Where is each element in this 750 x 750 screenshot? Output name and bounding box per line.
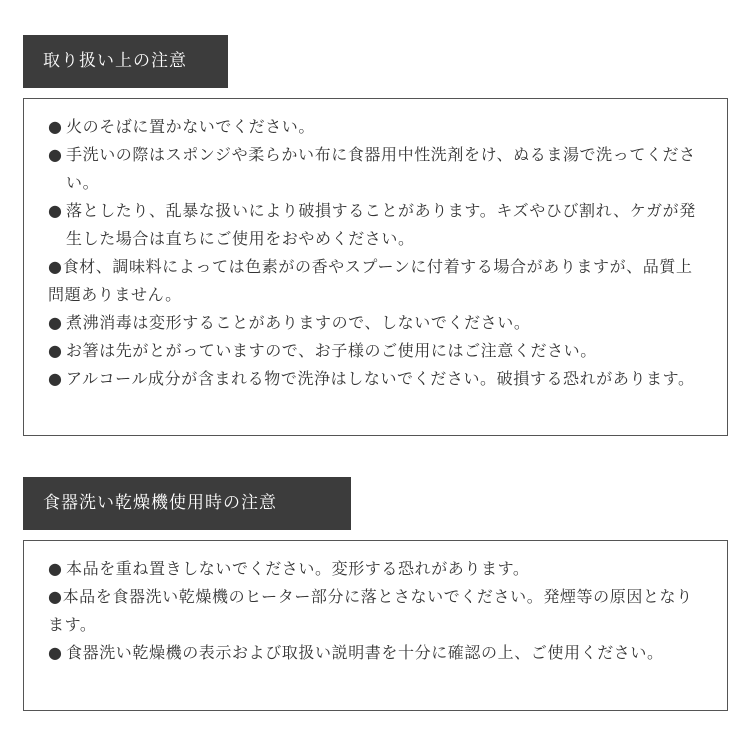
bullet-icon: ● — [48, 117, 63, 136]
list-item-text: 火のそばに置かないでください。 — [66, 117, 316, 136]
list-item-text: 煮沸消毒は変形することがありますので、しないでください。 — [66, 313, 531, 332]
bullet-icon: ● — [48, 559, 63, 578]
bullet-icon: ● — [48, 201, 63, 220]
bullet-icon: ● — [48, 313, 63, 332]
list-item — [48, 555, 707, 583]
dishwasher-precautions-box — [23, 540, 728, 711]
list-item-text: 手洗いの際はスポンジや柔らかい布に食器用中性洗剤をけ、ぬるま湯で洗ってください。 — [66, 145, 696, 192]
list-item — [48, 639, 707, 667]
list-item-text: アルコール成分が含まれる物で洗浄はしないでください。破損する恐れがあります。 — [66, 369, 695, 388]
bullet-icon: ● — [48, 257, 63, 276]
list-item-text: 食器洗い乾燥機の表示および取扱い説明書を十分に確認の上、ご使用ください。 — [66, 643, 664, 662]
list-item-text: 本品を食器洗い乾燥機のヒーター部分に落とさないでください。発煙等の原因となります。 — [48, 587, 693, 634]
list-item — [48, 113, 707, 141]
list-item-text: お箸は先がとがっていますので、お子様のご使用にはご注意ください。 — [66, 341, 597, 360]
bullet-icon: ● — [48, 587, 63, 606]
bullet-icon: ● — [48, 369, 63, 388]
handling-precautions-box — [23, 98, 728, 436]
bullet-icon: ● — [48, 643, 63, 662]
bullet-icon: ● — [48, 145, 63, 164]
list-item-text: 本品を重ね置きしないでください。変形する恐れがあります。 — [66, 559, 530, 578]
bullet-icon: ● — [48, 341, 63, 360]
list-item-text: 食材、調味料によっては色素がの香やスプーンに付着する場合がありますが、品質上問題ありません。 — [48, 257, 693, 304]
dishwasher-precautions-list — [48, 555, 707, 667]
list-item-text: 落としたり、乱暴な扱いにより破損することがあります。キズやひび割れ、ケガが発生した場合は直ちにご使用をおやめください。 — [66, 201, 696, 248]
handling-precautions-list — [48, 113, 707, 393]
list-item — [48, 365, 707, 393]
section-title-handling-precautions: 取り扱い上の注意 — [23, 35, 228, 88]
list-item — [48, 141, 707, 197]
list-item — [48, 253, 707, 309]
list-item — [48, 309, 707, 337]
list-item — [48, 197, 707, 253]
section-title-dishwasher-precautions: 食器洗い乾燥機使用時の注意 — [23, 477, 351, 530]
list-item — [48, 583, 707, 639]
list-item — [48, 337, 707, 365]
